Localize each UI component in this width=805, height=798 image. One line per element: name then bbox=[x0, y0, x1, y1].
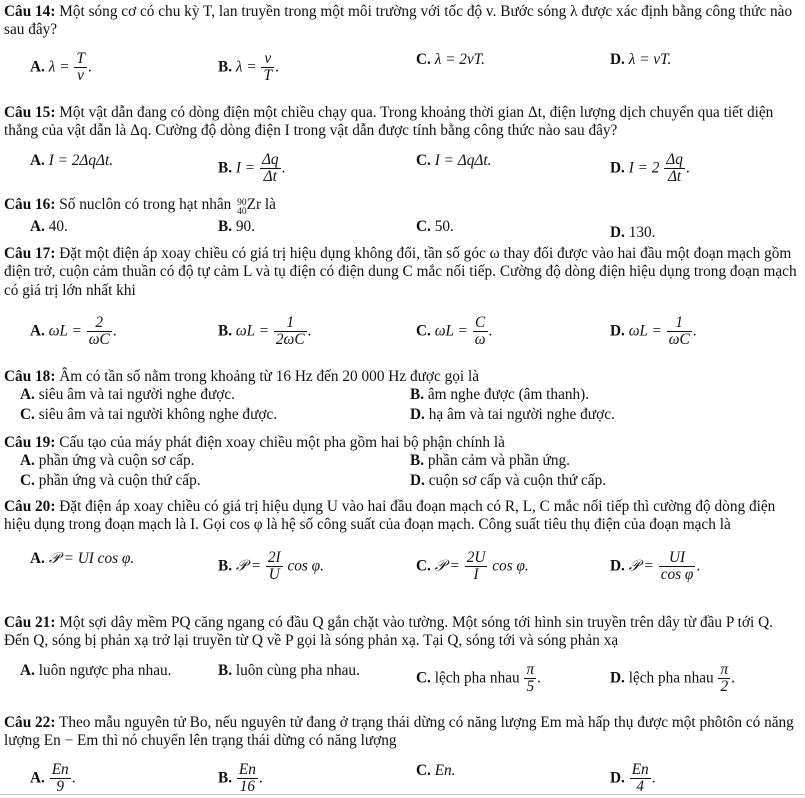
question-15 bbox=[4, 104, 799, 185]
question-14 bbox=[4, 3, 799, 84]
option-a[interactable]: A. ωL = $\frac{2}{\omega C}$ . bbox=[30, 314, 117, 349]
options-row bbox=[4, 406, 799, 426]
option-b[interactable]: B. 𝒫 = $\frac{2I}{U}$ cos φ. bbox=[218, 548, 324, 583]
question-text: Một sóng cơ có chu kỳ T, lan truyền trong một môi trường với tốc độ v. Bước sóng λ được xác định bằng công thức nào sau đây? bbox=[4, 3, 793, 39]
question-text: Theo mẫu nguyên tử Bo, nếu nguyên tử đang ở trạng thái dừng có năng lượng Em mà hấp thụ được một phôtôn có năng lượng En − Em thì nó chuyển lên trạng thái dừng có năng lượng bbox=[4, 714, 794, 750]
question-number: Câu 22: bbox=[4, 714, 56, 731]
question-15-stem bbox=[4, 104, 799, 141]
question-number: Câu 20: bbox=[4, 498, 56, 515]
option-b[interactable]: B. ωL = $\frac{1}{2\omega C}$ . bbox=[218, 314, 312, 349]
option-d[interactable]: D. ωL = $\frac{1}{\omega C}$ . bbox=[610, 314, 697, 349]
option-c[interactable]: C. siêu âm và tai người không nghe được. bbox=[20, 406, 278, 424]
question-number: Câu 18: bbox=[4, 368, 56, 385]
question-19-stem bbox=[4, 434, 799, 452]
page-bottom-edge bbox=[0, 794, 805, 798]
question-14-stem bbox=[4, 3, 799, 40]
question-18 bbox=[4, 368, 799, 426]
question-number: Câu 21: bbox=[4, 614, 56, 631]
options-row bbox=[4, 751, 799, 795]
question-19 bbox=[4, 434, 799, 492]
option-c[interactable]: C. λ = 2vT. bbox=[416, 50, 485, 68]
options-row bbox=[4, 141, 799, 185]
option-b[interactable]: B. λ = $\frac{v}{T}$ . bbox=[218, 49, 279, 84]
question-20-stem bbox=[4, 498, 799, 535]
option-a[interactable]: A. $\frac{En}{9}$ . bbox=[30, 760, 76, 795]
option-d[interactable]: D. I = 2 $\frac{\Delta q}{\Delta t}$ . bbox=[610, 150, 690, 185]
question-text: Âm có tần số nằm trong khoảng từ 16 Hz đến 20 000 Hz được gọi là bbox=[59, 368, 480, 385]
option-a[interactable]: A. siêu âm và tai người nghe được. bbox=[20, 386, 236, 404]
options-row bbox=[4, 40, 799, 84]
option-b[interactable]: B. I = $\frac{\Delta q}{\Delta t}$ . bbox=[218, 150, 286, 185]
question-21-stem bbox=[4, 614, 799, 651]
question-number: Câu 14: bbox=[4, 3, 56, 20]
question-number: Câu 19: bbox=[4, 434, 56, 451]
option-a[interactable]: A. phần ứng và cuộn sơ cấp. bbox=[20, 452, 195, 470]
option-d[interactable]: D. lệch pha nhau $\frac{\pi}{2}$ . bbox=[610, 660, 735, 695]
question-21 bbox=[4, 614, 799, 695]
option-a[interactable]: A. λ = $\frac{T}{v}$ . bbox=[30, 49, 92, 84]
options-row bbox=[4, 452, 799, 472]
question-text: Số nuclôn có trong hạt nhân bbox=[59, 196, 232, 213]
options-row bbox=[4, 218, 799, 240]
question-22 bbox=[4, 714, 799, 795]
option-c[interactable]: C. ωL = $\frac{C}{\omega}$ . bbox=[416, 314, 493, 349]
option-a[interactable]: A. 𝒫 = UI cos φ. bbox=[30, 549, 135, 567]
question-number: Câu 16: bbox=[4, 196, 56, 213]
question-number: Câu 15: bbox=[4, 104, 56, 121]
question-text: Một sợi dây mềm PQ căng ngang có đầu Q gắn chặt vào tường. Một sóng tới hình sin truyền trên dây từ đầu P tới Q. Đến Q, sóng bị phản xạ trở lại truyền từ Q về P gọi là sóng phản xạ. Tại Q, sóng tới và sóng phản xạ bbox=[4, 614, 773, 650]
options-row bbox=[4, 539, 799, 583]
option-d[interactable]: D. 𝒫 = $\frac{UI}{\text{cos φ}}$ . bbox=[610, 548, 701, 583]
option-b[interactable]: B. luôn cùng pha nhau. bbox=[218, 661, 360, 679]
nuclide-symbol: Zr bbox=[246, 196, 262, 213]
option-d[interactable]: D. cuộn sơ cấp và cuộn thứ cấp. bbox=[410, 472, 607, 490]
options-row bbox=[4, 386, 799, 406]
option-b[interactable]: B. 90. bbox=[218, 217, 255, 235]
question-number: Câu 17: bbox=[4, 245, 56, 262]
option-c[interactable]: C. lệch pha nhau $\frac{\pi}{5}$ . bbox=[416, 660, 541, 695]
options-row bbox=[4, 472, 799, 492]
question-16 bbox=[4, 196, 799, 240]
option-b[interactable]: B. âm nghe được (âm thanh). bbox=[410, 386, 590, 404]
option-b[interactable]: B. $\frac{En}{16}$ . bbox=[218, 760, 263, 795]
option-c[interactable]: C. phần ứng và cuộn thứ cấp. bbox=[20, 472, 201, 490]
options-row bbox=[4, 651, 799, 695]
option-c[interactable]: C. 𝒫 = $\frac{2U}{I}$ cos φ. bbox=[416, 548, 529, 583]
question-text: Đặt điện áp xoay chiều có giá trị hiệu dụng U vào hai đầu đoạn mạch có R, L, C mắc nối tiếp thì cường độ dòng điện hiệu dụng trong đoạn mạch là I. Gọi cos φ là hệ số công suất của đoạn mạch. Công suất tiêu thụ điện của đoạn mạch là bbox=[4, 498, 776, 534]
option-a[interactable]: A. luôn ngược pha nhau. bbox=[20, 661, 172, 679]
option-a[interactable]: A. 40. bbox=[30, 217, 68, 235]
option-c[interactable]: C. 50. bbox=[416, 217, 454, 235]
option-c[interactable]: C. En. bbox=[416, 761, 456, 779]
question-text: Một vật dẫn đang có dòng điện một chiều chạy qua. Trong khoảng thời gian Δt, điện lượng dịch chuyển qua tiết diện thẳng của vật dẫn là Δq. Cường độ dòng điện I trong vật dẫn được tính bằng công thức nào sau đây? bbox=[4, 104, 774, 140]
nuclide-numbers: 90 40 bbox=[237, 197, 247, 217]
option-c[interactable]: C. I = ΔqΔt. bbox=[416, 151, 492, 169]
option-d[interactable]: D. hạ âm và tai người nghe được. bbox=[410, 406, 615, 424]
options-row bbox=[4, 304, 799, 349]
option-d[interactable]: D. $\frac{En}{4}$ . bbox=[610, 760, 656, 795]
question-16-stem: Câu 16: Số nuclôn có trong hạt nhân 90 40 Zr là bbox=[4, 196, 276, 217]
question-17-stem bbox=[4, 245, 799, 300]
question-22-stem bbox=[4, 714, 799, 751]
question-text: Cấu tạo của máy phát điện xoay chiều một pha gồm hai bộ phận chính là bbox=[59, 434, 505, 451]
option-b[interactable]: B. phần cảm và phần ứng. bbox=[410, 452, 570, 470]
question-20 bbox=[4, 498, 799, 583]
question-18-stem bbox=[4, 368, 799, 386]
option-d[interactable]: D. 130. bbox=[610, 223, 656, 241]
question-17 bbox=[4, 245, 799, 349]
option-a[interactable]: A. I = 2ΔqΔt. bbox=[30, 151, 114, 169]
question-text: Đặt một điện áp xoay chiều có giá trị hiệu dụng không đổi, tần số góc ω thay đổi được vào hai đầu một đoạn mạch gồm điện trở, cuộn cảm thuần có độ tự cảm L và tụ điện có điện dung C mắc nối tiếp. Cường độ dòng điện hiệu dụng trong đoạn mạch có giá trị lớn nhất khi bbox=[4, 245, 797, 299]
option-d[interactable]: D. λ = vT. bbox=[610, 50, 672, 68]
